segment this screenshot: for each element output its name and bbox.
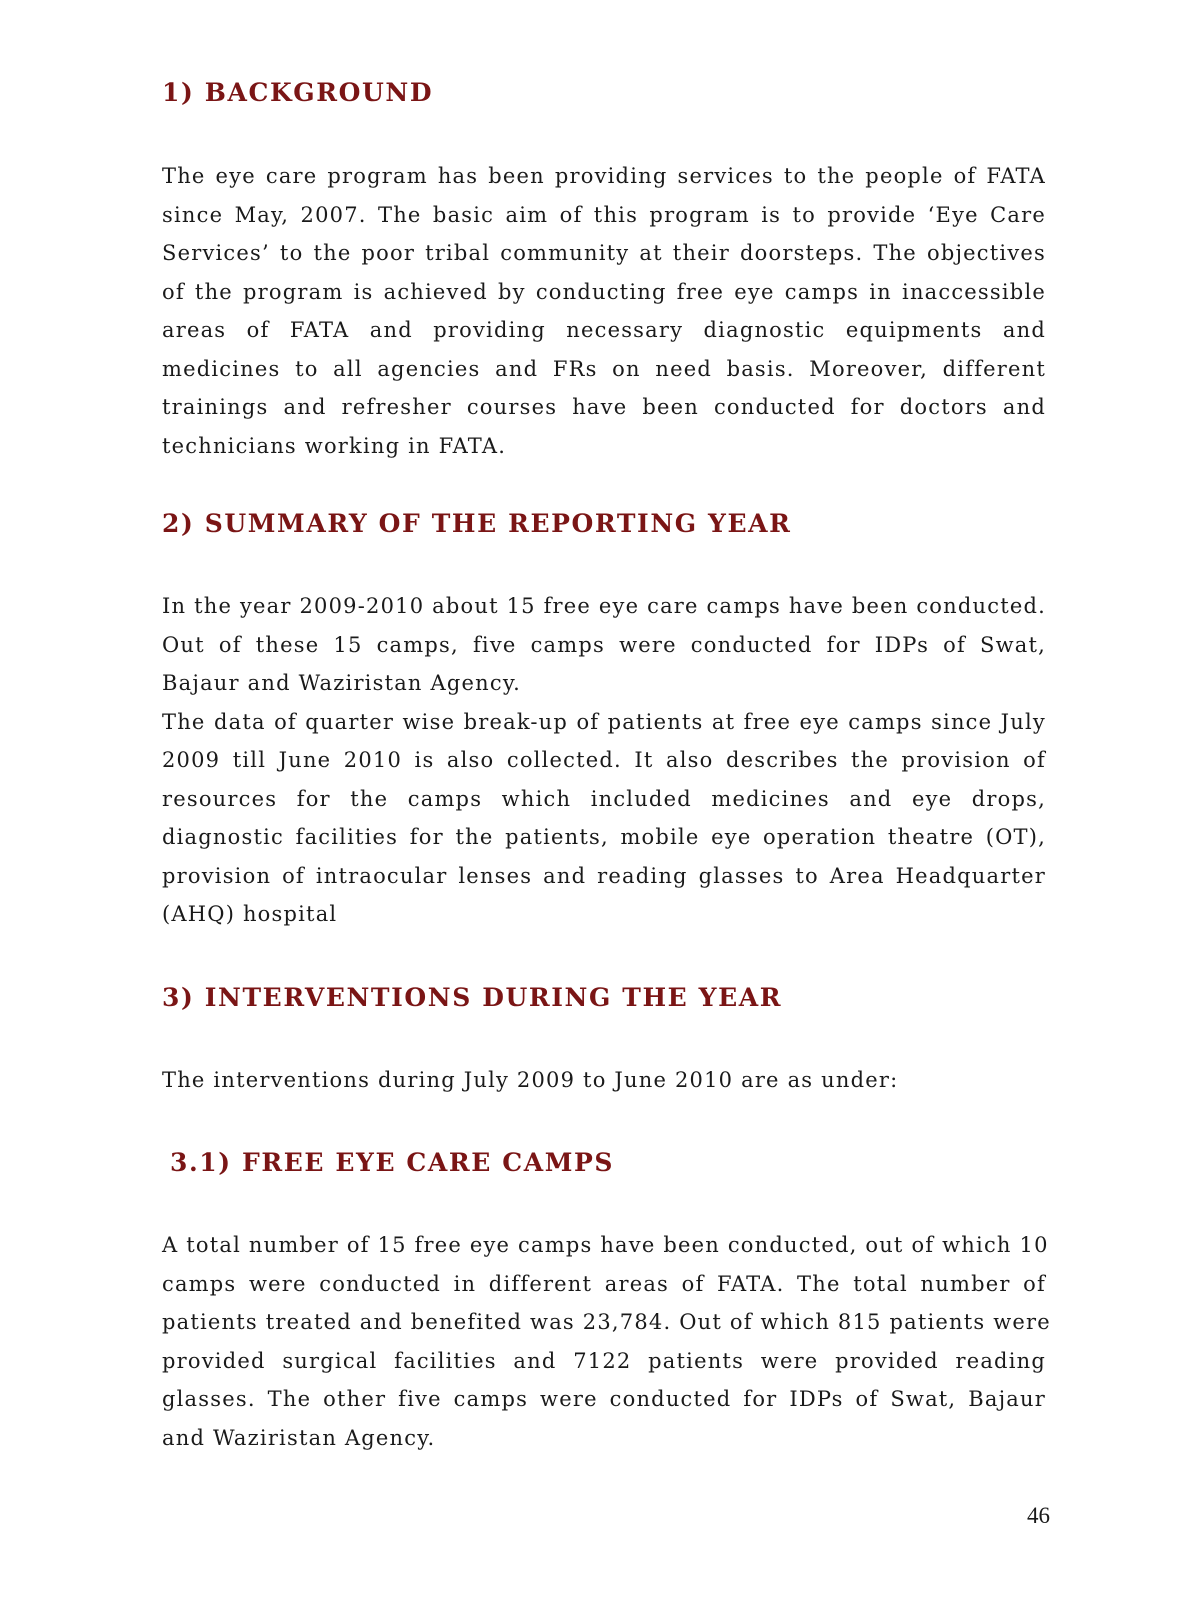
paragraph-line: provided surgical facilities and 7122 patients were provided reading bbox=[162, 1348, 1046, 1373]
paragraph-line: medicines to all agencies and FRs on need basis. Moreover, different bbox=[162, 356, 1046, 381]
summary-paragraph bbox=[162, 587, 1046, 934]
paragraph-line: camps were conducted in different areas of FATA. The total number of bbox=[162, 1271, 1046, 1296]
paragraph-line: resources for the camps which included medicines and eye drops, bbox=[162, 786, 1046, 811]
section-heading-background: 1) BACKGROUND bbox=[162, 78, 434, 107]
section-heading-summary: 2) SUMMARY OF THE REPORTING YEAR bbox=[162, 509, 792, 538]
interventions-paragraph bbox=[162, 1061, 1046, 1100]
paragraph-line: and Waziristan Agency. bbox=[162, 1425, 436, 1450]
paragraph-line: A total number of 15 free eye camps have been conducted, out of which 10 bbox=[162, 1233, 1049, 1257]
paragraph-line: In the year 2009-2010 about 15 free eye care camps have been conducted. bbox=[162, 594, 1046, 618]
background-paragraph bbox=[162, 157, 1046, 465]
paragraph-line: The data of quarter wise break-up of patients at free eye camps since July bbox=[162, 709, 1046, 734]
paragraph-line: The eye care program has been providing services to the people of FATA bbox=[162, 164, 1046, 188]
paragraph-line: since May, 2007. The basic aim of this program is to provide ‘Eye Care bbox=[162, 202, 1046, 227]
paragraph-line: glasses. The other five camps were conducted for IDPs of Swat, Bajaur bbox=[162, 1387, 1046, 1411]
paragraph-line: The interventions during July 2009 to June 2010 are as under: bbox=[162, 1068, 899, 1092]
paragraph-line: Services’ to the poor tribal community at their doorsteps. The objectives bbox=[162, 241, 1046, 265]
paragraph-line: diagnostic facilities for the patients, mobile eye operation theatre (OT), bbox=[162, 825, 1046, 849]
free-eye-care-camps-paragraph bbox=[162, 1226, 1051, 1457]
paragraph-line: of the program is achieved by conducting free eye camps in inaccessible bbox=[162, 279, 1046, 304]
paragraph-line: areas of FATA and providing necessary diagnostic equipments and bbox=[162, 318, 1046, 342]
paragraph-line: patients treated and benefited was 23,784. Out of which 815 patients were bbox=[162, 1310, 1051, 1334]
paragraph-line: provision of intraocular lenses and reading glasses to Area Headquarter bbox=[162, 863, 1046, 888]
paragraph-line: Out of these 15 camps, five camps were conducted for IDPs of Swat, bbox=[162, 632, 1046, 657]
paragraph-line: 2009 till June 2010 is also collected. It also describes the provision of bbox=[162, 748, 1046, 772]
section-heading-interventions: 3) INTERVENTIONS DURING THE YEAR bbox=[162, 983, 783, 1012]
paragraph-line: trainings and refresher courses have been conducted for doctors and bbox=[162, 395, 1046, 419]
page-number: 46 bbox=[1027, 1503, 1050, 1528]
section-heading-free-eye-care-camps: 3.1) FREE EYE CARE CAMPS bbox=[170, 1148, 615, 1177]
paragraph-line: Bajaur and Waziristan Agency. bbox=[162, 671, 522, 695]
paragraph-line: technicians working in FATA. bbox=[162, 433, 507, 458]
paragraph-line: (AHQ) hospital bbox=[162, 902, 338, 926]
